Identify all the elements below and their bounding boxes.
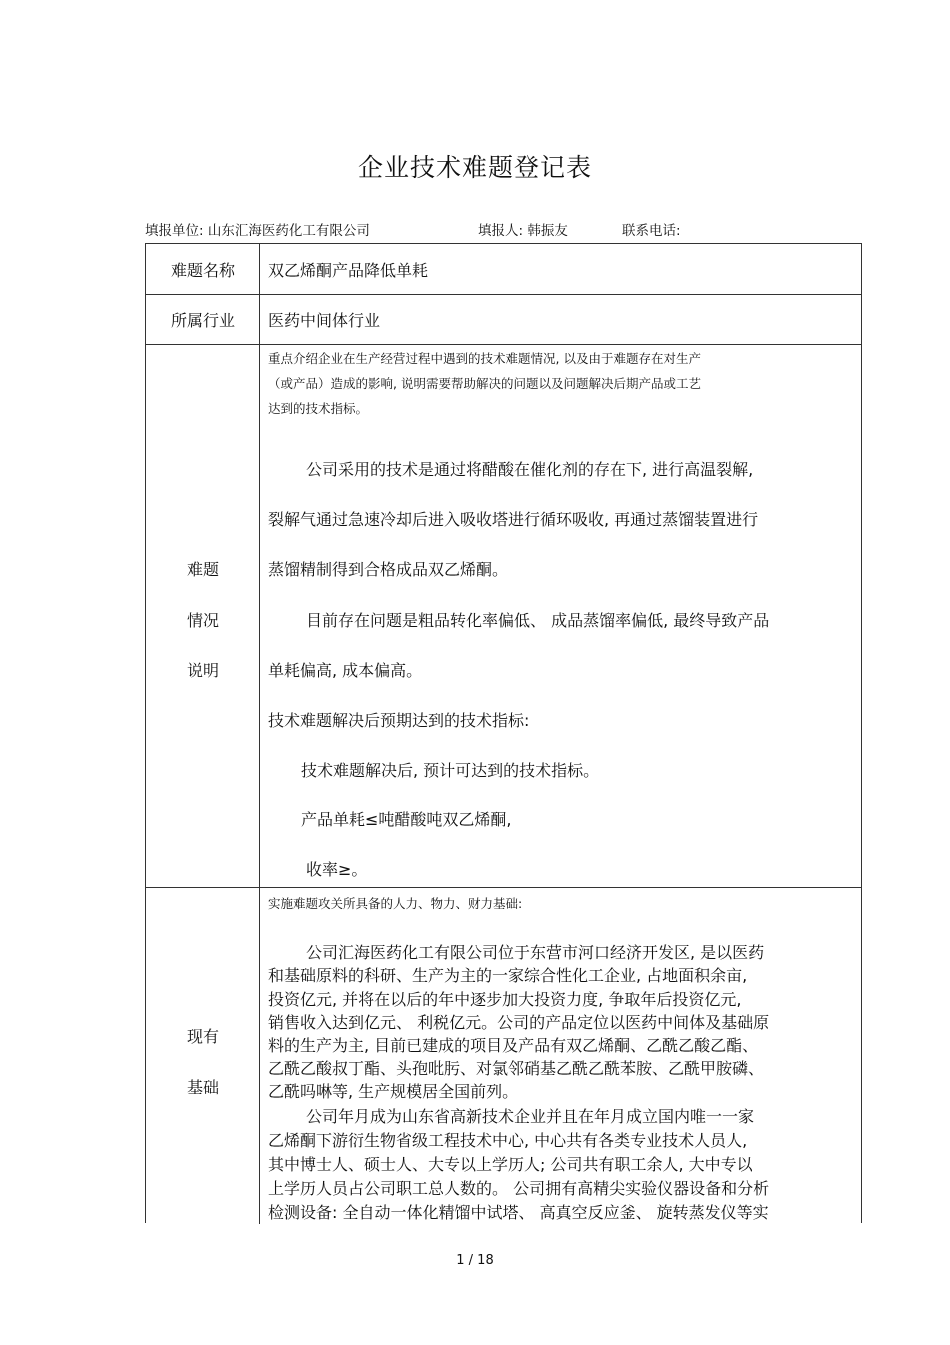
industry-label-cell: [146, 295, 260, 344]
foundation-paragraph-line: 公司汇海医药化工有限公司位于东营市河口经济开发区, 是以医药: [306, 943, 765, 962]
situation-paragraph-line: 公司采用的技术是通过将醋酸在催化剂的存在下, 进行高温裂解,: [306, 460, 754, 479]
instruction-line: 重点介绍企业在生产经营过程中遇到的技术难题情况, 以及由于难题存在对生产: [268, 351, 701, 366]
foundation-paragraph-line: 检测设备: 全自动一体化精馏中试塔、 高真空反应釜、 旋转蒸发仪等实: [268, 1203, 769, 1222]
situation-paragraph-line: 单耗偏高, 成本偏高。: [268, 661, 423, 680]
situation-label-line: 说明: [186, 661, 219, 680]
foundation-paragraph-line: 乙烯酮下游衍生物省级工程技术中心, 中心共有各类专业技术人员人,: [268, 1131, 748, 1150]
foundation-paragraph-line: 和基础原料的科研、生产为主的一家综合性化工企业, 占地面积余亩,: [268, 966, 748, 985]
industry-row: [146, 295, 861, 345]
industry-value-cell: [260, 295, 861, 344]
situation-paragraph-line: 产品单耗≤吨醋酸吨双乙烯酮,: [301, 810, 512, 829]
problem-name-label: 难题名称: [170, 260, 235, 280]
situation-row: [146, 345, 861, 888]
foundation-paragraph-line: 上学历人员占公司职工总人数的。 公司拥有高精尖实验仪器设备和分析: [268, 1179, 770, 1198]
foundation-paragraph-line: 销售收入达到亿元、 利税亿元。公司的产品定位以医药中间体及基础原: [268, 1013, 770, 1032]
foundation-label-cell: [146, 888, 260, 1224]
foundation-paragraph-line: 乙酰乙酸叔丁酯、头孢吡肟、对氯邻硝基乙酰乙酰苯胺、乙酰甲胺磷、: [268, 1059, 765, 1078]
foundation-row: [146, 888, 861, 1224]
instruction-line: 达到的技术指标。: [268, 401, 369, 416]
page-title: 企业技术难题登记表: [357, 153, 592, 182]
situation-paragraph-line: 技术难题解决后, 预计可达到的技术指标。: [301, 761, 600, 780]
page-number: 1 / 18: [456, 1253, 494, 1268]
instruction-line: （或产品）造成的影响, 说明需要帮助解决的问题以及问题解决后期产品或工艺: [268, 376, 701, 391]
reporting-unit: 填报单位: 山东汇海医药化工有限公司: [145, 223, 370, 239]
reporter-name: 填报人: 韩振友: [478, 223, 568, 239]
situation-paragraph-line: 目前存在问题是粗品转化率偏低、 成品蒸馏率偏低, 最终导致产品: [306, 611, 770, 630]
registration-form-table: [145, 243, 862, 1223]
situation-content-cell: [260, 345, 861, 887]
foundation-paragraph-line: 料的生产为主, 目前已建成的项目及产品有双乙烯酮、乙酰乙酸乙酯、: [268, 1036, 759, 1055]
foundation-label-line: 基础: [186, 1078, 219, 1097]
foundation-label-line: 现有: [186, 1027, 219, 1046]
foundation-paragraph-line: 公司年月成为山东省高新技术企业并且在年月成立国内唯一一家: [306, 1107, 755, 1126]
foundation-paragraph-line: 投资亿元, 并将在以后的年中逐步加大投资力度, 争取年后投资亿元,: [268, 990, 742, 1009]
industry-value: 医药中间体行业: [268, 311, 381, 330]
foundation-instruction: 实施难题攻关所具备的人力、物力、财力基础:: [268, 896, 523, 911]
contact-phone: 联系电话:: [622, 223, 681, 239]
problem-name-label-cell: [146, 244, 260, 294]
foundation-paragraph-line: 乙酰吗啉等, 生产规模居全国前列。: [268, 1082, 519, 1101]
situation-label-line: 难题: [186, 560, 219, 579]
situation-label-cell: [146, 345, 260, 887]
problem-name-row: [146, 244, 861, 295]
situation-paragraph-line: 蒸馏精制得到合格成品双乙烯酮。: [268, 560, 509, 579]
problem-name-value-cell: [260, 244, 861, 294]
situation-paragraph-line: 裂解气通过急速冷却后进入吸收塔进行循环吸收, 再通过蒸馏装置进行: [268, 510, 759, 529]
problem-name-value: 双乙烯酮产品降低单耗: [268, 260, 429, 280]
foundation-paragraph-line: 其中博士人、硕士人、大专以上学历人; 公司共有职工余人, 大中专以: [268, 1155, 753, 1174]
industry-label: 所属行业: [170, 311, 235, 330]
foundation-content-cell: [260, 888, 861, 1224]
situation-paragraph-line: 收率≥。: [306, 860, 368, 879]
situation-paragraph-line: 技术难题解决后预期达到的技术指标:: [268, 711, 530, 730]
situation-label-line: 情况: [186, 611, 219, 630]
